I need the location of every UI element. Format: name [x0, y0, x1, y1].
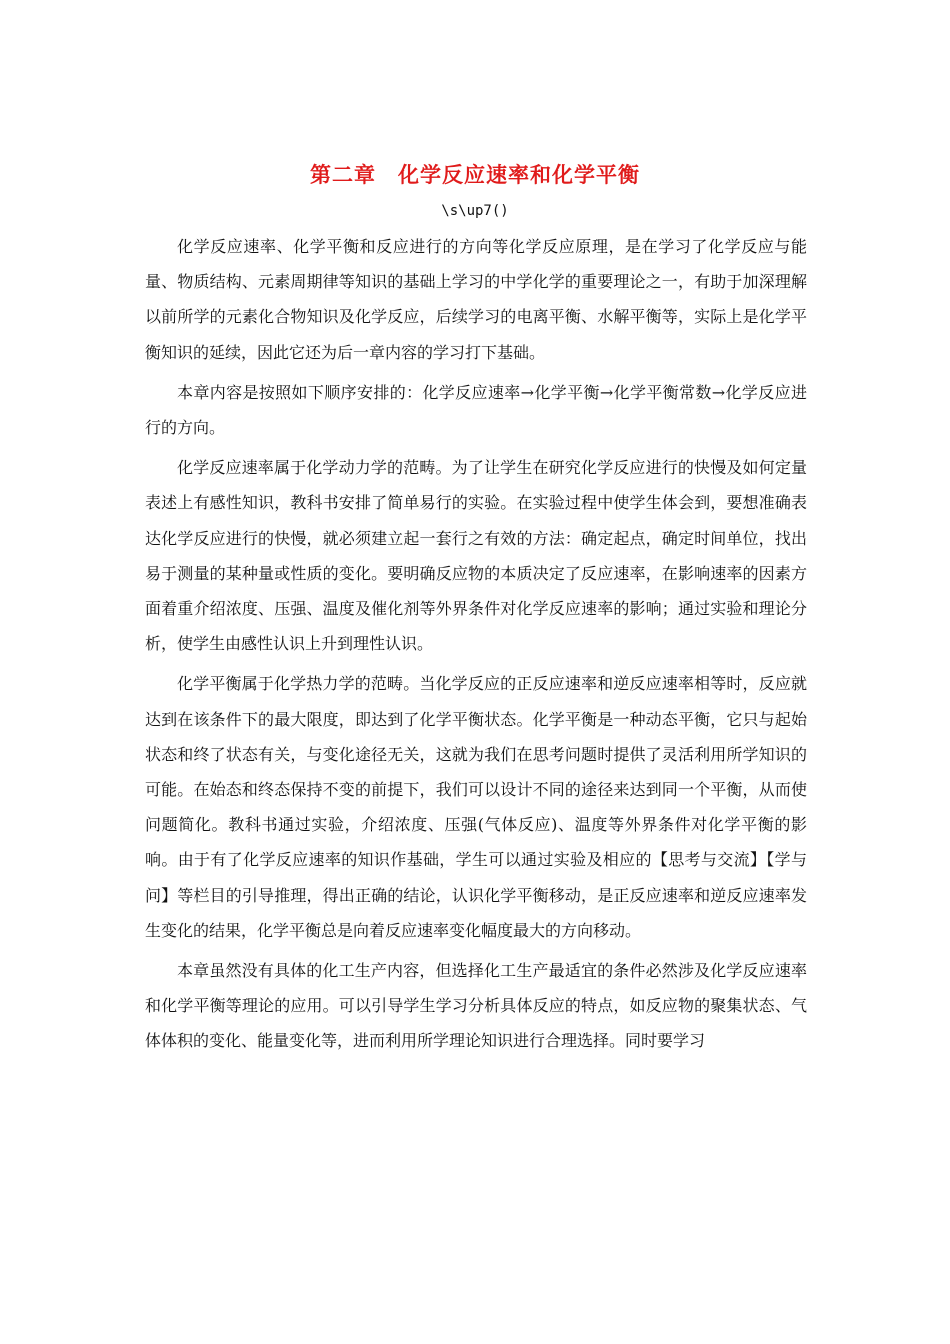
paragraph: 化学反应速率属于化学动力学的范畴。为了让学生在研究化学反应进行的快慢及如何定量表述上有感性知识，教科书安排了简单易行的实验。在实验过程中使学生体会到，要想准确表达化学反应进行的快慢，就必须建立起一套行之有效的方法：确定起点，确定时间单位，找出易于测量的某种量或性质的变化。要明确反应物的本质决定了反应速率，在影响速率的因素方面着重介绍浓度、压强、温度及催化剂等外界条件对化学反应速率的影响；通过实验和理论分析，使学生由感性认识上升到理性认识。	[145, 458, 807, 654]
chapter-title: 第二章 化学反应速率和化学平衡	[310, 162, 640, 187]
paragraph: 化学反应速率、化学平衡和反应进行的方向等化学反应原理，是在学习了化学反应与能量、物质结构、元素周期律等知识的基础上学习的中学化学的重要理论之一，有助于加深理解以前所学的元素化合物知识及化学反应，后续学习的电离平衡、水解平衡等，实际上是化学平衡知识的延续，因此它还为后一章内容的学习打下基础。	[145, 237, 807, 362]
body-text	[145, 229, 807, 1064]
paragraph: 化学平衡属于化学热力学的范畴。当化学反应的正反应速率和逆反应速率相等时，反应就达到在该条件下的最大限度，即达到了化学平衡状态。化学平衡是一种动态平衡，它只与起始状态和终了状态有关，与变化途径无关，这就为我们在思考问题时提供了灵活利用所学知识的可能。在始态和终态保持不变的前提下，我们可以设计不同的途径来达到同一个平衡，从而使问题简化。教科书通过实验，介绍浓度、压强(气体反应)、温度等外界条件对化学平衡的影响。由于有了化学反应速率的知识作基础，学生可以通过实验及相应的【思考与交流】【学与问】等栏目的引导推理，得出正确的结论，认识化学平衡移动，是正反应速率和逆反应速率发生变化的结果，化学平衡总是向着反应速率变化幅度最大的方向移动。	[145, 674, 807, 940]
field-code-line: \s\up7()	[441, 203, 509, 219]
paragraph: 本章虽然没有具体的化工生产内容，但选择化工生产最适宜的条件必然涉及化学反应速率和化学平衡等理论的应用。可以引导学生学习分析具体反应的特点，如反应物的聚集状态、气体体积的变化、能量变化等，进而利用所学理论知识进行合理选择。同时要学习	[145, 961, 807, 1051]
paragraph: 本章内容是按照如下顺序安排的：化学反应速率→化学平衡→化学平衡常数→化学反应进行的方向。	[145, 382, 807, 438]
